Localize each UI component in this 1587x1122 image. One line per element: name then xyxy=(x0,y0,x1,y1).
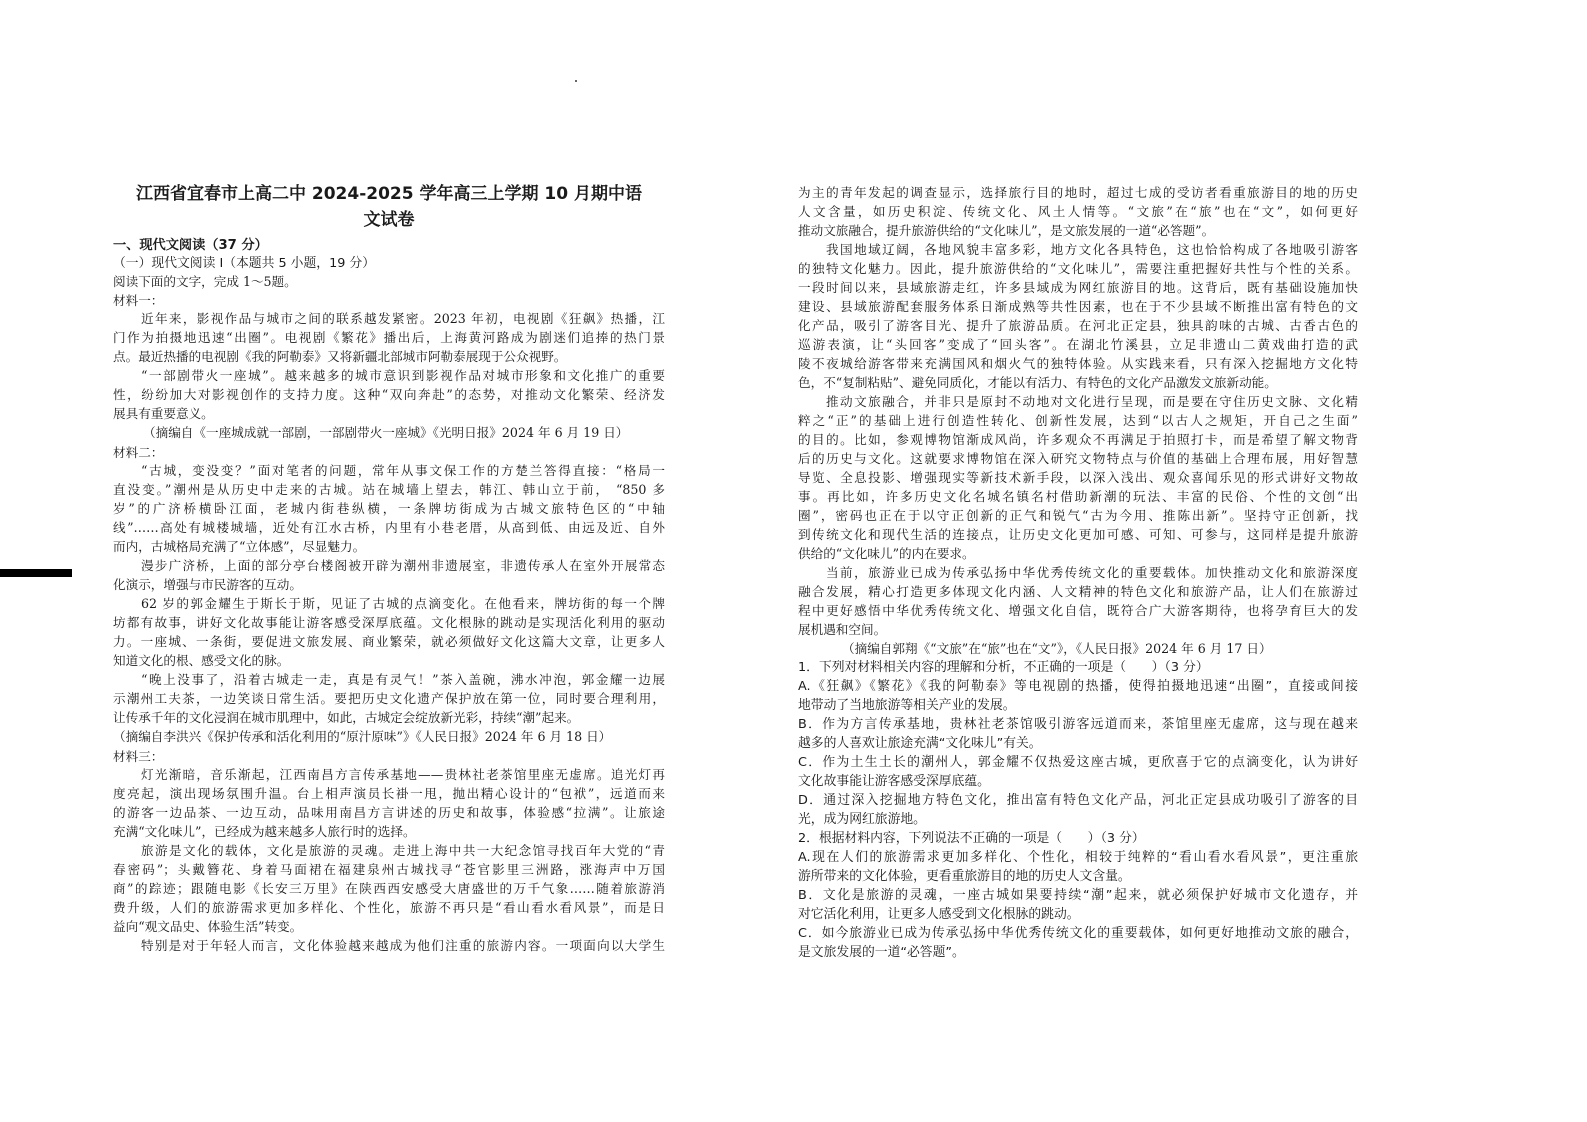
paragraph-line: 巡游表演，让“头回客”变成了“回头客”。在湖北竹溪县，立足非遗山二黄戏曲打造的武 xyxy=(798,337,1358,352)
paragraph-line: 费升级，人们的旅游需求更加多样化、个性化，旅游不再只是“看山看水看风景”，而是日 xyxy=(113,900,665,915)
paragraph-line: 旅游是文化的载体，文化是旅游的灵魂。走进上海中共一大纪念馆寻找百年大党的“青 xyxy=(141,843,665,858)
paragraph-line: 门作为拍摄地迅速“出圈”。电视剧《繁花》播出后，上海黄河路成为剧迷们追捧的热门景 xyxy=(113,330,665,345)
paragraph-line: 漫步广济桥，上面的部分亭台楼阁被开辟为潮州非遗展室，非遗传承人在室外开展常态 xyxy=(141,558,665,573)
question-2-stem: 2．根据材料内容，下列说法不正确的一项是（ ）（3 分） xyxy=(798,831,1145,846)
paragraph-line: 的独特文化魅力。因此，提升旅游供给的“文化味儿”，需要注重把握好共性与个性的关系。 xyxy=(798,261,1358,276)
paragraph-line: “古城，变没变？”面对笔者的问题，常年从事文保工作的方楚兰答得直接：“格局一 xyxy=(141,463,665,478)
paragraph-line: 一段时间以来，县域旅游走红，许多县域成为网红旅游目的地。这背后，既有基础设施加快 xyxy=(798,280,1358,295)
paragraph-line: 的游客一边品茶、一边互动，品味用南昌方言讲述的历史和故事，体验感“拉满”。让旅途 xyxy=(113,805,665,820)
paragraph-line: 坊都有故事，讲好文化故事能让游客感受深厚底蕴。文化根脉的跳动是实现活化利用的驱动 xyxy=(113,615,665,630)
question-option: 越多的人喜欢让旅途充满“文化味儿”有关。 xyxy=(798,736,1042,751)
paragraph-line: 益向“观文品史、体验生活”转变。 xyxy=(113,919,303,934)
paragraph-line: 化产品，吸引了游客目光、提升了旅游品质。在河北正定县，独具韵味的古城、古香古色的 xyxy=(798,318,1358,333)
source-citation: （摘编自《一座城成就一部剧，一部剧带火一座城》《光明日报》2024 年 6 月 19 日） xyxy=(143,425,629,440)
paragraph-line: 后的历史与文化。这就要求博物馆在深入研究文物特点与价值的基础上合理布展，用好智慧 xyxy=(798,451,1358,466)
paragraph-line: 当前，旅游业已成为传承弘扬中华优秀传统文化的重要载体。加快推动文化和旅游深度 xyxy=(826,565,1358,580)
material-1-label: 材料一： xyxy=(113,293,164,308)
paragraph-line: 而内，古城格局充满了“立体感”，尽显魅力。 xyxy=(113,539,366,554)
paragraph-line: 线”……高处有城楼城墙，近处有江水古桥，内里有小巷老厝，从高到低、由远及近、自外 xyxy=(113,520,665,535)
paragraph-line: 的目的。比如，参观博物馆渐成风尚，许多观众不再满足于拍照打卡，而是希望了解文物背 xyxy=(798,432,1358,447)
paragraph-line: 程中更好感悟中华优秀传统文化、增强文化自信，既符合广大游客期待，也将孕育巨大的发 xyxy=(798,603,1358,618)
material-3-label: 材料三： xyxy=(113,749,164,764)
question-option: 光，成为网红旅游地。 xyxy=(798,812,926,827)
paragraph-line: 供给的“文化味儿”的内在要求。 xyxy=(798,546,975,561)
paragraph-line: 圈”，密码也正在于以守正创新的正气和锐气“古为今用、推陈出新”。坚持守正创新，找 xyxy=(798,508,1358,523)
question-option: 游所带来的文化体验，更看重旅游目的地的历史人文含量。 xyxy=(798,869,1131,884)
paragraph-line: “一部剧带火一座城”。越来越多的城市意识到影视作品对城市形象和文化推广的重要 xyxy=(141,368,665,383)
paragraph-line: 点。最近热播的电视剧《我的阿勒泰》又将新疆北部城市阿勒泰展现于公众视野。 xyxy=(113,349,567,364)
paragraph-line: 陵不夜城给游客带来充满国风和烟火气的独特体验。从实践来看，只有深入挖掘地方文化特 xyxy=(798,356,1358,371)
paragraph-line: 展具有重要意义。 xyxy=(113,406,214,421)
paragraph-line: 让传承千年的文化浸润在城市肌理中，如此，古城定会绽放新光彩，持续“潮”起来。 xyxy=(113,710,580,725)
paragraph-line: 推动文旅融合，并非只是原封不动地对文化进行呈现，而是要在守住历史文脉、文化精 xyxy=(826,394,1358,409)
paragraph-line: 示潮州工夫茶，一边笑谈日常生活。要把历史文化遗产保护放在第一位，同时要合理利用， xyxy=(113,691,665,706)
question-option: B．作为方言传承基地，贵林社老茶馆吸引游客远道而来，茶馆里座无虚席，这与现在越来 xyxy=(798,717,1358,732)
paragraph-line: 展机遇和空间。 xyxy=(798,622,887,637)
question-option: B．文化是旅游的灵魂，一座古城如果要持续“潮”起来，就必须保护好城市文化遗存，并 xyxy=(798,888,1358,903)
paragraph-line: 到传统文化和现代生活的连接点，让历史文化更加可感、可知、可参与，这同样是提升旅游 xyxy=(798,527,1358,542)
question-option: D．通过深入挖掘地方特色文化，推出富有特色文化产品，河北正定县成功吸引了游客的目 xyxy=(798,793,1358,808)
paragraph-line: 特别是对于年轻人而言，文化体验越来越成为他们注重的旅游内容。一项面向以大学生 xyxy=(141,938,665,953)
question-option: 地带动了当地旅游等相关产业的发展。 xyxy=(798,698,1016,713)
paragraph-line: 62 岁的郭金耀生于斯长于斯，见证了古城的点滴变化。在他看来，牌坊街的每一个牌 xyxy=(141,596,665,611)
paragraph-line: 商”的踪迹；跟随电影《长安三万里》在陕西西安感受大唐盛世的万千气象……随着旅游消 xyxy=(113,881,665,896)
paragraph-line: “晚上没事了，沿着古城走一走，真是有灵气！”茶入盖碗，沸水冲泡，郭金耀一边展 xyxy=(141,672,665,687)
source-citation: （摘编自郭翔《“文旅”在“旅”也在“文”》，《人民日报》2024 年 6 月 17 日） xyxy=(842,641,1272,656)
paragraph-line: 推动文旅融合，提升旅游供给的“文化味儿”，是文旅发展的一道“必答题”。 xyxy=(798,223,1215,238)
exam-title-line2: 文试卷 xyxy=(363,210,415,230)
paragraph-line: 建设、县域旅游配套服务体系日渐成熟等共性因素，也在于不少县域不断推出富有特色的文 xyxy=(798,299,1358,314)
paragraph-line: 岁”的广济桥横卧江面，老城内街巷纵横，一条牌坊街成为古城文旅特色区的“中轴 xyxy=(113,501,665,516)
paragraph-line: 力。一座城、一条街，要促进文旅发展、商业繁荣，就必须做好文化这篇大文章，让更多人 xyxy=(113,634,665,649)
scan-dot xyxy=(575,80,577,82)
subsection-heading: （一）现代文阅读 I（本题共 5 小题，19 分） xyxy=(113,256,376,271)
paragraph-line: 人文含量，如历史积淀、传统文化、风土人情等。“文旅”在“旅”也在“文”，如何更好 xyxy=(798,204,1358,219)
source-citation: （摘编自李洪兴《保护传承和活化利用的“原汁原味”》《人民日报》2024 年 6 月 18 日） xyxy=(113,729,612,744)
paragraph-line: 融合发展，精心打造更多体现文化内涵、人文精神的特色文化和旅游产品，让人们在旅游过 xyxy=(798,584,1358,599)
paragraph-line: 充满“文化味儿”，已经成为越来越多人旅行时的选择。 xyxy=(113,824,416,839)
paragraph-line: 粹之“正”的基础上进行创造性转化、创新性发展，达到“以古人之规矩，开自己之生面” xyxy=(798,413,1358,428)
section-heading: 一、现代文阅读（37 分） xyxy=(113,238,268,253)
exam-title-line1: 江西省宜春市上高二中 2024-2025 学年高三上学期 10 月期中语 xyxy=(135,184,642,204)
paragraph-line: 知道文化的根、感受文化的脉。 xyxy=(113,653,290,668)
paragraph-line: 度亮起，演出现场氛围升温。台上相声演员长褂一甩，抛出精心设计的“包袱”，远道而来 xyxy=(113,786,665,801)
question-option: A.现在人们的旅游需求更加多样化、个性化，相较于纯粹的“看山看水看风景”，更注重旅 xyxy=(798,850,1358,865)
paragraph-line: 性，纷纷加大对影视创作的支持力度。这种“双向奔赴”的态势，对推动文化繁荣、经济发 xyxy=(113,387,665,402)
paragraph-line: 我国地域辽阔，各地风貌丰富多彩，地方文化各具特色，这也恰恰构成了各地吸引游客 xyxy=(826,242,1358,257)
paragraph-line: 色，不“复制粘贴”、避免同质化，才能以有活力、有特色的文化产品激发文旅新动能。 xyxy=(798,375,1277,390)
binding-mark xyxy=(0,569,72,577)
question-1-stem: 1．下列对材料相关内容的理解和分析，不正确的一项是（ ）（3 分） xyxy=(798,660,1209,675)
question-option: 文化故事能让游客感受深厚底蕴。 xyxy=(798,774,990,789)
paragraph-line: 化演示，增强与市民游客的互动。 xyxy=(113,577,302,592)
material-2-label: 材料二： xyxy=(113,445,164,460)
question-option: A.《狂飙》《繁花》《我的阿勒泰》等电视剧的热播，使得拍摄地迅速“出圈”，直接或间接 xyxy=(798,679,1358,694)
paragraph-line: 近年来，影视作品与城市之间的联系越发紧密。2023 年初，电视剧《狂飙》热播，江 xyxy=(141,311,665,326)
question-option: C．作为土生土长的潮州人，郭金耀不仅热爱这座古城，更欣喜于它的点滴变化，认为讲好 xyxy=(798,755,1358,770)
paragraph-line: 为主的青年发起的调查显示，选择旅行目的地时，超过七成的受访者看重旅游目的地的历史 xyxy=(798,185,1358,200)
question-option: 是文旅发展的一道“必答题”。 xyxy=(798,945,965,960)
question-option: 对它活化利用，让更多人感受到文化根脉的跳动。 xyxy=(798,907,1080,922)
paragraph-line: 灯光渐暗，音乐渐起，江西南昌方言传承基地——贵林社老茶馆里座无虚席。追光灯再 xyxy=(141,767,665,782)
paragraph-line: 直没变。”潮州是从历史中走来的古城。站在城墙上望去，韩江、韩山立于前， “850 多 xyxy=(113,482,665,497)
paragraph-line: 导览、全息投影、增强现实等新技术新手段，以深入浅出、观众喜闻乐见的形式讲好文物故 xyxy=(798,470,1358,485)
instructions: 阅读下面的文字，完成 1～5题。 xyxy=(113,274,297,289)
question-option: C．如今旅游业已成为传承弘扬中华优秀传统文化的重要载体，如何更好地推动文旅的融合， xyxy=(798,926,1358,941)
paragraph-line: 事。再比如，许多历史文化名城名镇名村借助新潮的玩法、丰富的民俗、个性的文创“出 xyxy=(798,489,1358,504)
paragraph-line: 春密码”；头戴簪花、身着马面裙在福建泉州古城找寻“苍官影里三洲路，涨海声中万国 xyxy=(113,862,665,877)
